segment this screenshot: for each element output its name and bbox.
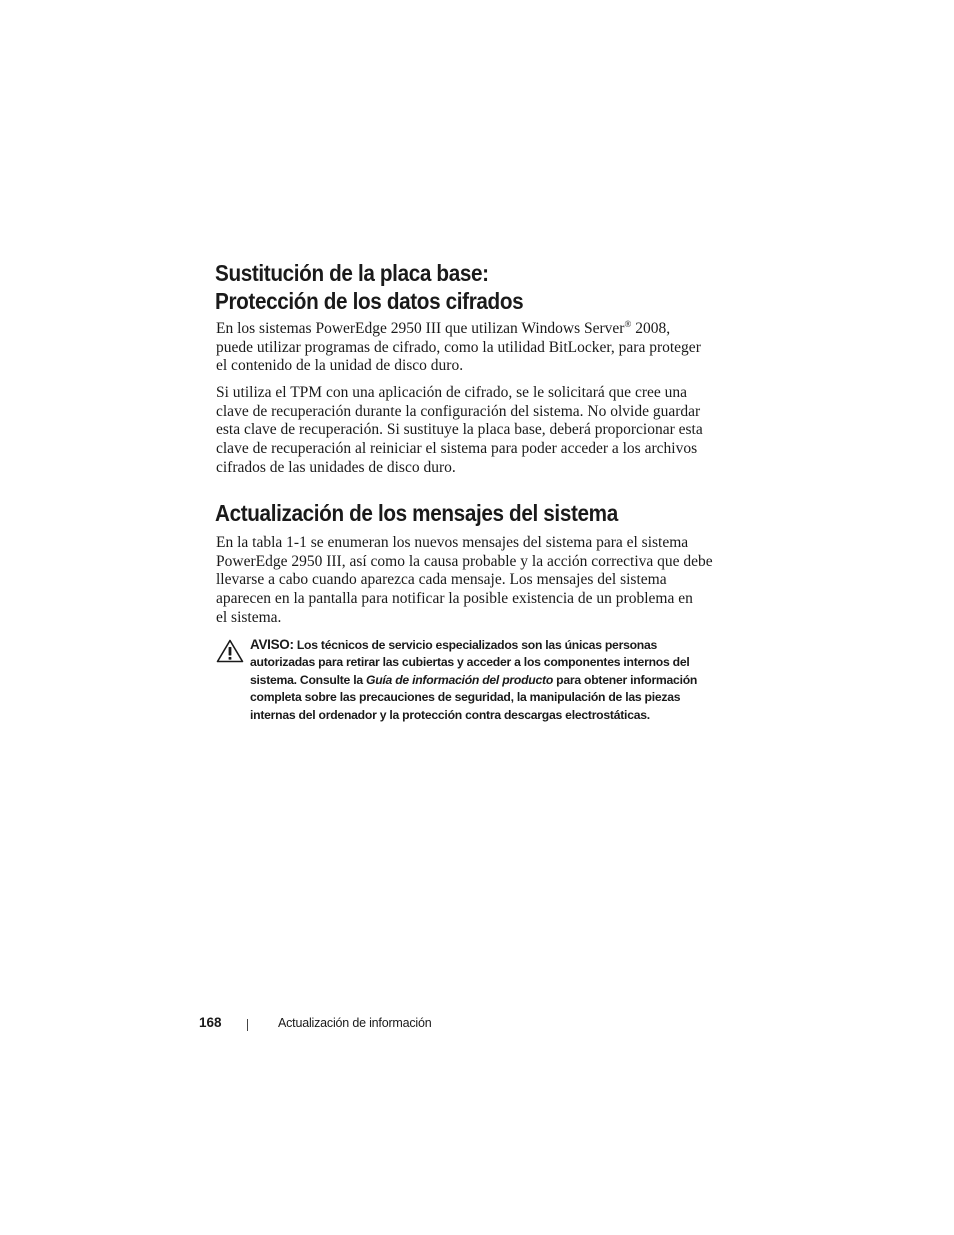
paragraph-line: PowerEdge 2950 III, así como la causa probable y la acción correctiva que debe xyxy=(216,552,713,570)
notice-label: AVISO: xyxy=(250,637,294,652)
text-run: sistema. Consulte la xyxy=(250,672,366,687)
notice-box xyxy=(250,636,720,724)
paragraph-line: clave de recuperación durante la configuración del sistema. No olvide guardar xyxy=(216,402,701,420)
paragraph-line: puede utilizar programas de cifrado, como la utilidad BitLocker, para proteger xyxy=(216,338,701,356)
product-guide-reference: Guía de información del producto xyxy=(366,672,554,687)
notice-line: internas del ordenador y la protección contra descargas electrostáticas. xyxy=(250,707,650,722)
paragraph-line: llevarse a cabo cuando aparezca cada mensaje. Los mensajes del sistema xyxy=(216,571,667,589)
section-title-line2: Protección de los datos cifrados xyxy=(215,288,524,314)
paragraph-line: el sistema. xyxy=(216,608,282,626)
notice-line xyxy=(250,672,720,689)
page-number: 168 xyxy=(199,1015,222,1030)
warning-triangle-icon xyxy=(216,639,244,663)
text-run: 2008, xyxy=(631,320,671,337)
footer-separator xyxy=(247,1019,248,1031)
paragraph-encryption-intro xyxy=(216,320,716,376)
notice-line xyxy=(250,636,720,654)
page-footer xyxy=(0,1015,954,1035)
paragraph-line: Si utiliza el TPM con una aplicación de cifrado, se le solicitará que cree una xyxy=(216,384,687,401)
section-title-line1: Sustitución de la placa base: xyxy=(215,260,489,286)
paragraph-line: aparecen en la pantalla para notificar la posible existencia de un problema en xyxy=(216,590,693,608)
text-run: para obtener información xyxy=(553,672,698,687)
section-title-system-messages: Actualización de los mensajes del sistema xyxy=(215,500,618,526)
paragraph-line: el contenido de la unidad de disco duro. xyxy=(216,357,464,375)
text-run: En los sistemas PowerEdge 2950 III que utilizan Windows Server xyxy=(216,320,625,337)
paragraph-system-messages xyxy=(216,534,716,628)
paragraph-line xyxy=(216,320,716,339)
text-run: Los técnicos de servicio especializados son las únicas personas xyxy=(293,638,658,652)
paragraph-line: esta clave de recuperación. Si sustituye la placa base, deberá proporcionar esta xyxy=(216,421,703,439)
notice-line: completa sobre las precauciones de seguridad, la manipulación de las piezas xyxy=(250,690,681,705)
paragraph-line: clave de recuperación al reiniciar el sistema para poder acceder a los archivos xyxy=(216,440,698,458)
registered-mark: ® xyxy=(624,318,632,329)
notice-line: autorizadas para retirar las cubiertas y acceder a los componentes internos del xyxy=(250,655,690,670)
running-title: Actualización de información xyxy=(278,1016,432,1030)
paragraph-line: cifrados de las unidades de disco duro. xyxy=(216,458,456,476)
paragraph-line: En la tabla 1-1 se enumeran los nuevos mensajes del sistema para el sistema xyxy=(216,534,689,551)
paragraph-tpm-recovery xyxy=(216,384,716,478)
